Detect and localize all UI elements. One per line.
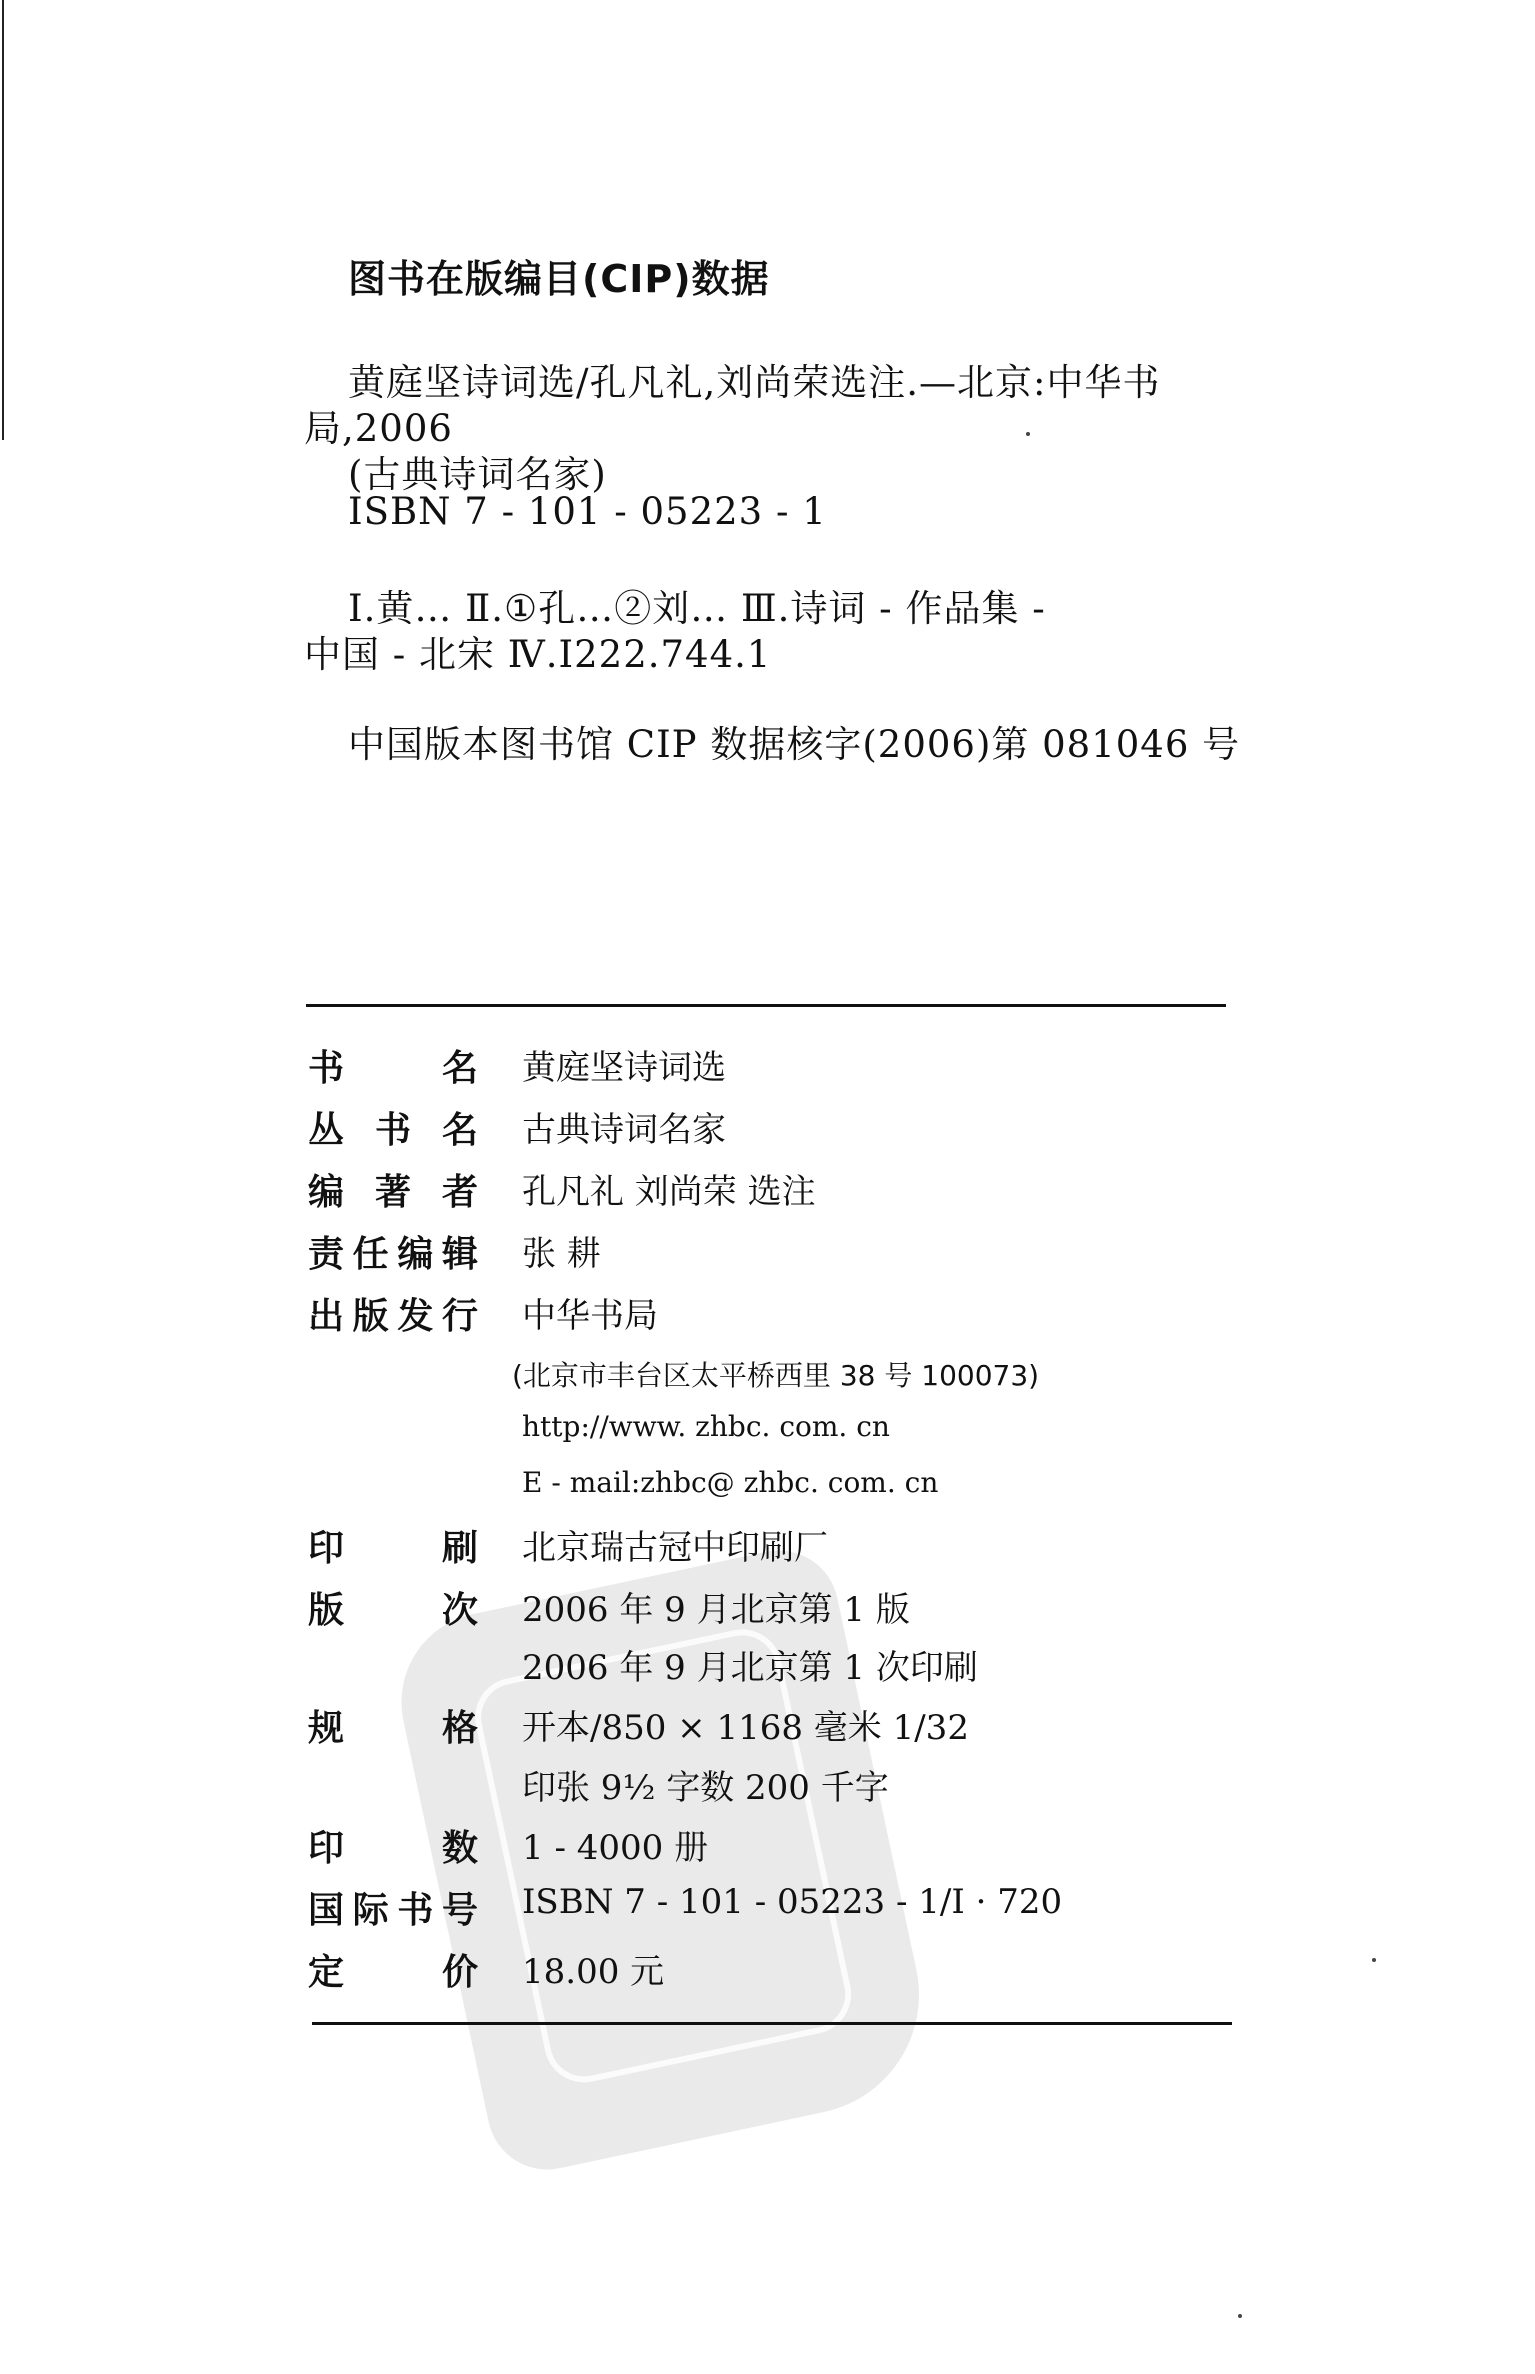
responsible-editor-label: 责 任 编 辑 [308, 1234, 478, 1275]
cip-line-2: 局,2006 [304, 407, 453, 450]
page-edge-line [2, 0, 4, 440]
series-label: 丛 书 名 [308, 1110, 478, 1151]
printer-value: 北京瑞古冠中印刷厂 [522, 1528, 828, 1568]
isbn-label: 国 际 书 号 [308, 1890, 478, 1931]
publisher-value: 中华书局 [522, 1296, 658, 1336]
bottom-rule [312, 2022, 1232, 2025]
price-label: 定 价 [308, 1952, 478, 1993]
top-rule [306, 1004, 1226, 1007]
cip-line-3: (古典诗词名家) [348, 453, 607, 496]
series-value: 古典诗词名家 [522, 1110, 726, 1150]
scan-speck [1026, 432, 1030, 436]
cip-line-1: 黄庭坚诗词选/孔凡礼,刘尚荣选注.—北京:中华书 [348, 361, 1161, 404]
isbn-value: ISBN 7 - 101 - 05223 - 1/I · 720 [522, 1882, 1063, 1922]
printing-value: 2006 年 9 月北京第 1 次印刷 [522, 1648, 978, 1688]
cip-line-4: ISBN 7 - 101 - 05223 - 1 [348, 490, 827, 533]
editors-value: 孔凡礼 刘尚荣 选注 [522, 1172, 816, 1212]
print-run-label: 印 数 [308, 1828, 478, 1869]
book-title-value: 黄庭坚诗词选 [522, 1048, 726, 1088]
publisher-url: http://www. zhbc. com. cn [522, 1410, 890, 1443]
format-value: 开本/850 × 1168 毫米 1/32 [522, 1708, 969, 1748]
cip-line-6: 中国 - 北宋 Ⅳ.I222.744.1 [304, 633, 772, 676]
edition-label: 版 次 [308, 1590, 478, 1631]
scan-speck [1238, 2314, 1242, 2318]
edition-value: 2006 年 9 月北京第 1 版 [522, 1590, 910, 1630]
cip-line-5: Ⅰ.黄… Ⅱ.①孔…②刘… Ⅲ.诗词 - 作品集 - [348, 587, 1046, 630]
price-value: 18.00 元 [522, 1952, 665, 1992]
scan-speck [1372, 1958, 1376, 1962]
responsible-editor-value: 张 耕 [522, 1234, 601, 1274]
printer-label: 印 刷 [308, 1528, 478, 1569]
editors-label: 编 著 者 [308, 1172, 478, 1213]
publisher-label: 出 版 发 行 [308, 1296, 478, 1337]
publisher-email: E - mail:zhbc@ zhbc. com. cn [522, 1466, 939, 1499]
cip-heading: 图书在版编目(CIP)数据 [348, 257, 770, 301]
sheets-value: 印张 9½ 字数 200 千字 [522, 1768, 889, 1808]
print-run-value: 1 - 4000 册 [522, 1828, 709, 1868]
spec-label: 规 格 [308, 1708, 478, 1749]
cip-line-7: 中国版本图书馆 CIP 数据核字(2006)第 081046 号 [348, 723, 1241, 766]
book-title-label: 书 名 [308, 1048, 478, 1089]
publisher-address: (北京市丰台区太平桥西里 38 号 100073) [512, 1359, 1040, 1392]
